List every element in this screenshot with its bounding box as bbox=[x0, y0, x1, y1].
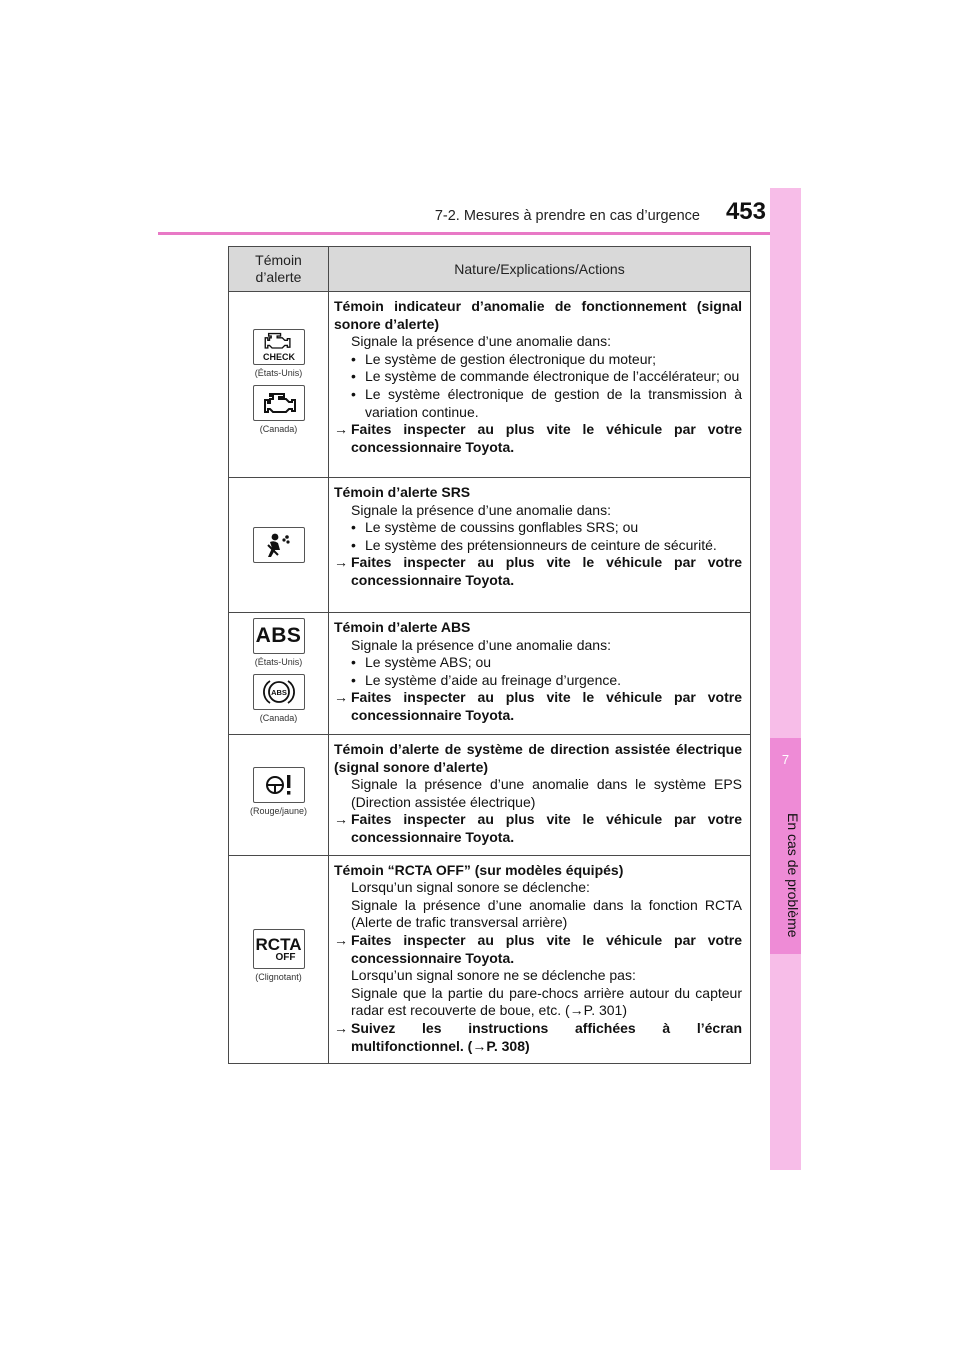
row-title: Témoin d’alerte de système de direction assistée électrique (signal sonore d’alerte) bbox=[334, 741, 742, 775]
icon-cell bbox=[229, 855, 329, 1064]
row-action: → Faites inspecter au plus vite le véhicule par votre concessionnaire Toyota. bbox=[334, 554, 742, 588]
description-cell bbox=[329, 613, 751, 735]
list-item: • Le système de gestion électronique du moteur; bbox=[351, 350, 657, 367]
row-action: → Faites inspecter au plus vite le véhicule par votre concessionnaire Toyota. bbox=[334, 421, 742, 455]
row-title: Témoin d’alerte SRS bbox=[334, 484, 471, 500]
table-row bbox=[229, 292, 751, 478]
row-action: → Faites inspecter au plus vite le véhicule par votre concessionnaire Toyota. bbox=[334, 811, 742, 845]
icon-caption: (Canada) bbox=[259, 423, 298, 434]
description-cell bbox=[329, 855, 751, 1064]
engine-icon bbox=[253, 385, 305, 421]
description-cell bbox=[329, 292, 751, 478]
list-item: • Le système des prétensionneurs de ceinture de sécurité. bbox=[351, 536, 717, 553]
row-intro: Signale la présence d’une anomalie dans: bbox=[351, 636, 611, 653]
row-intro: Signale la présence d’une anomalie dans: bbox=[351, 501, 611, 518]
table-row bbox=[229, 735, 751, 856]
table-row bbox=[229, 613, 751, 735]
icon-caption: (Clignotant) bbox=[255, 972, 302, 983]
list-item: • Le système de coussins gonflables SRS; ou bbox=[351, 519, 639, 536]
row-action: → Faites inspecter au plus vite le véhicule par votre concessionnaire Toyota. bbox=[334, 931, 742, 966]
row-intro: Signale la présence d’une anomalie dans la fonction RCTA (Alerte de trafic transversal arrière) bbox=[351, 896, 742, 931]
icon-caption: (États-Unis) bbox=[254, 656, 303, 667]
chapter-tab-strip bbox=[770, 188, 801, 1170]
row-intro: Signale la présence d’une anomalie dans le système EPS (Direction assistée électrique) bbox=[351, 776, 742, 810]
col-header-text: Nature/Explications/Actions bbox=[329, 247, 751, 292]
row-intro: Lorsqu’un signal sonore se déclenche: bbox=[351, 879, 590, 896]
abs-text-icon: ABS bbox=[253, 618, 305, 654]
srs-airbag-icon bbox=[253, 527, 305, 563]
icon-caption: (Rouge/jaune) bbox=[249, 805, 308, 816]
page-number: 453 bbox=[725, 198, 766, 225]
row-action: → Faites inspecter au plus vite le véhicule par votre concessionnaire Toyota. bbox=[334, 689, 742, 723]
check-engine-icon bbox=[253, 329, 305, 365]
svg-text:ABS: ABS bbox=[270, 687, 287, 697]
svg-text:CHECK: CHECK bbox=[262, 351, 295, 362]
list-item: • Le système ABS; ou bbox=[351, 654, 492, 671]
icon-cell bbox=[229, 292, 329, 478]
list-item: • Le système électronique de gestion de la transmission à variation continue. bbox=[351, 385, 742, 420]
icon-cell bbox=[229, 613, 329, 735]
row-action: → Suivez les instructions affichées à l’écran multifonctionnel. (→P. 308) bbox=[334, 1019, 742, 1054]
row-intro: Signale la présence d’une anomalie dans: bbox=[351, 333, 611, 350]
row-title: Témoin d’alerte ABS bbox=[334, 619, 471, 635]
col-header-icon: Témoin d’alerte bbox=[229, 247, 329, 292]
table-row bbox=[229, 478, 751, 613]
table-header-row bbox=[229, 247, 751, 292]
abs-circle-icon bbox=[253, 674, 305, 710]
rcta-off-icon: RCTA OFF bbox=[253, 929, 305, 969]
chapter-number: 7 bbox=[781, 752, 790, 767]
section-title: 7-2. Mesures à prendre en cas d’urgence bbox=[434, 208, 700, 224]
warning-lights-table bbox=[228, 246, 751, 1064]
eps-steering-icon bbox=[253, 767, 305, 803]
description-cell bbox=[329, 735, 751, 856]
icon-cell bbox=[229, 478, 329, 613]
icon-cell bbox=[229, 735, 329, 856]
list-item: • Le système de commande électronique de l’accélérateur; ou bbox=[351, 368, 740, 385]
description-cell bbox=[329, 478, 751, 613]
header-divider bbox=[158, 232, 770, 235]
table-row bbox=[229, 855, 751, 1064]
row-intro: Signale que la partie du pare-chocs arrière autour du capteur radar est recouverte de boue, etc. (→P. 301) bbox=[351, 984, 742, 1019]
icon-caption: (Canada) bbox=[259, 712, 298, 723]
row-title: Témoin indicateur d’anomalie de fonctionnement (signal sonore d’alerte) bbox=[334, 298, 742, 332]
chapter-title: En cas de problème bbox=[785, 812, 801, 938]
row-intro: Lorsqu’un signal sonore ne se déclenche pas: bbox=[351, 967, 636, 984]
row-title: Témoin “RCTA OFF” (sur modèles équipés) bbox=[334, 861, 624, 878]
icon-caption: (États-Unis) bbox=[254, 367, 303, 378]
list-item: • Le système d’aide au freinage d’urgence. bbox=[351, 671, 622, 688]
